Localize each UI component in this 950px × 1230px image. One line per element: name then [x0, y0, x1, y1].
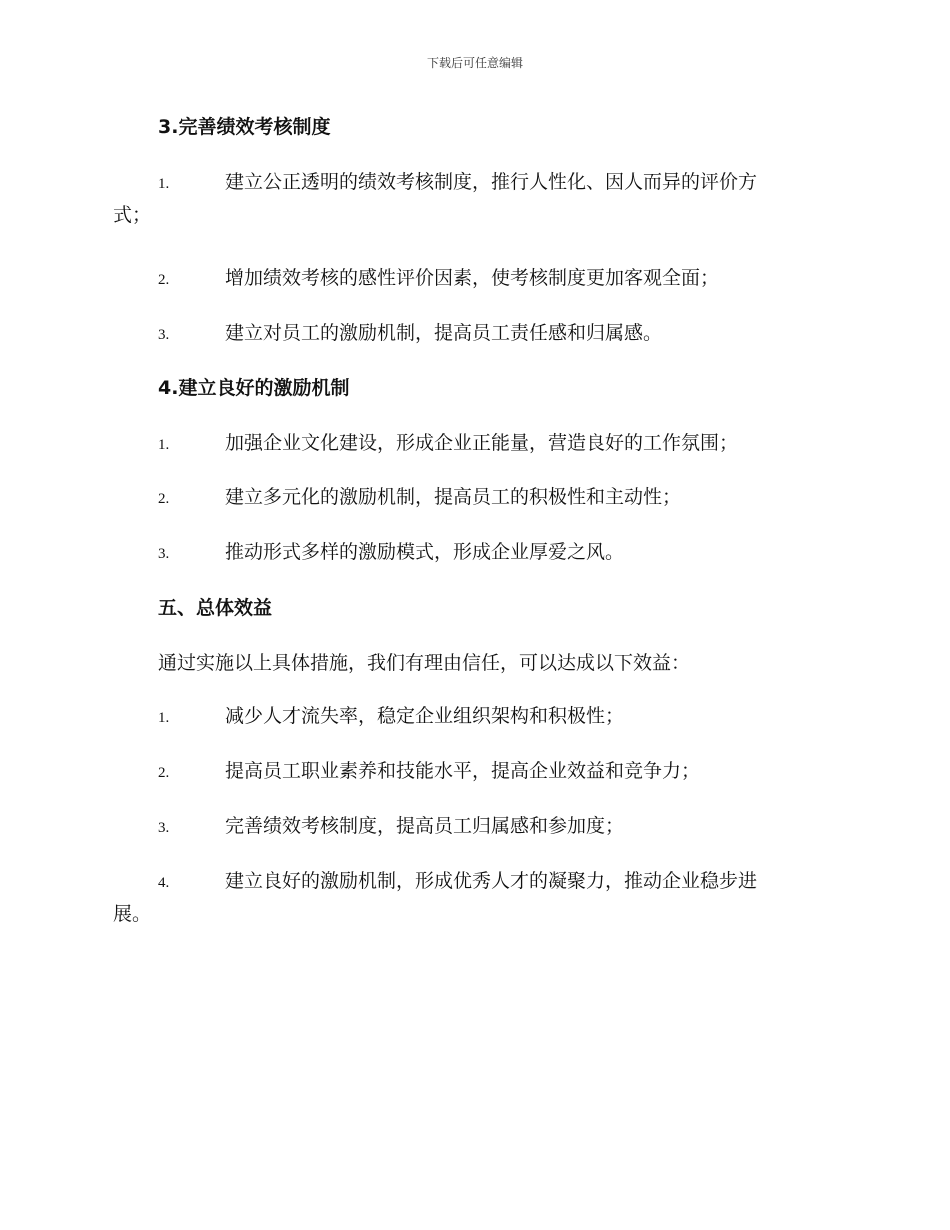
item-number: 3. [158, 327, 170, 343]
item-text-continuation: 展。 [113, 903, 152, 925]
item-number: 1. [158, 710, 170, 726]
item-text: 完善绩效考核制度，提高员工归属感和参加度； [225, 815, 625, 837]
item-number: 3. [158, 546, 170, 562]
intro-paragraph: 通过实施以上具体措施，我们有理由信任，可以达成以下效益： [158, 652, 691, 674]
item-number: 1. [158, 176, 170, 192]
item-text: 推动形式多样的激励模式，形成企业厚爱之风。 [225, 541, 625, 563]
item-number: 2. [158, 491, 170, 507]
item-text: 建立良好的激励机制，形成优秀人才的凝聚力，推动企业稳步进 [225, 870, 758, 892]
item-text: 建立多元化的激励机制，提高员工的积极性和主动性； [225, 486, 682, 508]
item-number: 1. [158, 437, 170, 453]
section-heading: 五、总体效益 [158, 597, 273, 619]
item-number: 4. [158, 875, 170, 891]
item-text: 提高员工职业素养和技能水平，提高企业效益和竞争力； [225, 760, 701, 782]
item-number: 2. [158, 765, 170, 781]
item-text: 减少人才流失率，稳定企业组织架构和积极性； [225, 705, 625, 727]
item-text: 加强企业文化建设，形成企业正能量，营造良好的工作氛围； [225, 432, 739, 454]
item-number: 2. [158, 272, 170, 288]
item-number: 3. [158, 820, 170, 836]
item-text: 建立对员工的激励机制，提高员工责任感和归属感。 [225, 322, 663, 344]
section-heading: 3.完善绩效考核制度 [158, 116, 331, 138]
page-header: 下载后可任意编辑 [426, 56, 523, 70]
item-text-continuation: 式； [113, 204, 152, 226]
item-text: 建立公正透明的绩效考核制度，推行人性化、因人而异的评价方 [225, 171, 758, 193]
item-text: 增加绩效考核的感性评价因素，使考核制度更加客观全面； [225, 267, 720, 289]
section-heading: 4.建立良好的激励机制 [158, 377, 350, 399]
